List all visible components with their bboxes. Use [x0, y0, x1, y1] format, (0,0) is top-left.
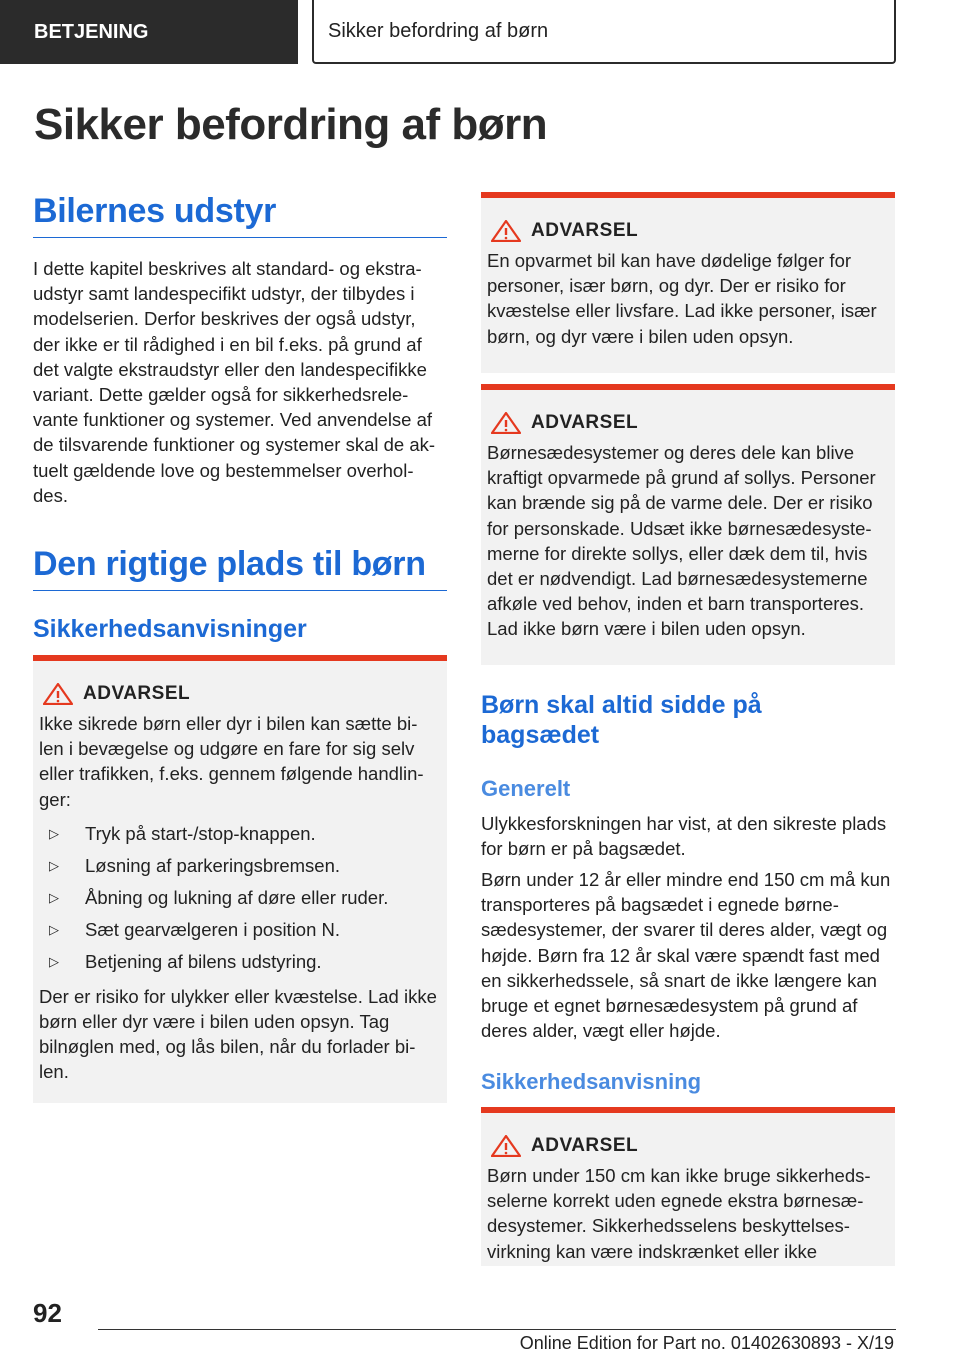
chapter-label: Sikker befordring af børn [328, 20, 549, 42]
triangle-bullet-icon: ▷ [49, 825, 59, 841]
warning-bullet-list [39, 818, 439, 978]
footer-divider [98, 1329, 896, 1330]
warning-box-unsecured [33, 655, 447, 1103]
page-title: Sikker befordring af børn [34, 100, 548, 149]
warning-header [487, 220, 887, 242]
warning-outro: Der er risiko for ulykker eller kvæstelse. Lad ikke børn eller dyr være i bilen uden opsyn. Tag bilnøglen med, og lås bilen, når du forlader bi-len. [39, 985, 437, 1083]
warning-header [39, 683, 439, 705]
warning-box-heated-car [481, 192, 895, 373]
list-item [39, 946, 439, 978]
list-item [39, 850, 439, 882]
list-item [39, 882, 439, 914]
warning-triangle-icon [491, 1135, 521, 1157]
warning-title: ADVARSEL [83, 683, 191, 704]
warning-header [487, 412, 887, 434]
bullet-text: Løsning af parkeringsbremsen. [85, 854, 341, 876]
chapter-tab [312, 0, 896, 64]
warning-title: ADVARSEL [531, 1135, 639, 1156]
heading-right-place: Den rigtige plads til børn [33, 545, 447, 591]
warning-triangle-icon [491, 220, 521, 242]
triangle-bullet-icon: ▷ [49, 857, 59, 873]
warning-box-hot-seat [481, 384, 895, 665]
warning-text: En opvarmet bil kan have dødelige følger for personer, især børn, og dyr. Der er risiko for kvæstelse eller livsfare. Lad ikke personer, især børn, og dyr være i bilen uden opsyn. [487, 250, 877, 347]
heading-back-seat: Børn skal altid sidde på bagsædet [481, 691, 762, 749]
equipment-paragraph: I dette kapitel beskrives alt standard- og ekstra-udstyr samt landespecifikt udstyr, der tilbydes i modelserien. Derfor beskrives der også udstyr, der ikke er til rådighed i en bil f.eks. på grund af det valgte ekstraudstyr eller den landespecifikke variant. Dette gælder også for sikkerhedsrele-vante funktioner og systemer. Ved anvendelse af de tilsvarende funktioner og systemer skal de ak-tuelt gældende love og bestemmelser overhol-des. [33, 258, 436, 506]
edition-text: Online Edition for Part no. 01402630893 - X/19 [519, 1333, 894, 1353]
warning-intro: Ikke sikrede børn eller dyr i bilen kan sætte bi-len i bevægelse og udgøre en fare for sig selv eller trafikken, f.eks. gennem følgende handlin-ger: [39, 713, 424, 810]
warning-triangle-icon [491, 412, 521, 434]
warning-box-under-150cm [481, 1107, 895, 1266]
warning-header [487, 1135, 887, 1157]
warning-title: ADVARSEL [531, 220, 639, 241]
list-item [39, 818, 439, 850]
triangle-bullet-icon: ▷ [49, 953, 59, 969]
heading-safety-instructions: Sikkerhedsanvisninger [33, 615, 307, 643]
heading-safety-instruction: Sikkerhedsanvisning [481, 1069, 702, 1094]
section-label: BETJENING [34, 21, 149, 43]
warning-text: Børnesædesystemer og deres dele kan blive kraftigt opvarmede på grund af sollys. Personer kan brænde sig på de varme dele. Der er risiko for personskade. Udsæt ikke børnesædesyste-merne for direkte sollys, eller dæk dem til, hvis det er nødvendigt. Lad børnesædesystemerne afkøle ved behov, inden et barn transporteres. Lad ikke børn være i bilen uden opsyn. [487, 442, 876, 640]
page-number: 92 [33, 1298, 62, 1328]
general-paragraph-1: Ulykkesforskningen har vist, at den sikreste plads for børn er på bagsædet. [481, 813, 887, 860]
footer-edition [520, 1333, 894, 1354]
general-paragraph-2: Børn under 12 år eller mindre end 150 cm må kun transporteres på bagsædet i egnede børne-sædesystemer, der svarer til deres alder, vægt og højde. Børn fra 12 år skal være spændt fast med en sikkerhedssele, så snart de ikke længere kan bruge et egnet børnesædesystem på grund af deres alder, vægt eller højde. [481, 869, 891, 1042]
triangle-bullet-icon: ▷ [49, 889, 59, 905]
warning-text: Børn under 150 cm kan ikke bruge sikkerheds-selerne korrekt uden egnede ekstra børnesæ-desystemer. Sikkerhedsselens beskyttelses-virkning kan være indskrænket eller ikke [487, 1165, 871, 1262]
heading-general: Generelt [481, 776, 571, 801]
bullet-text: Tryk på start-/stop-knappen. [85, 822, 316, 844]
triangle-bullet-icon: ▷ [49, 921, 59, 937]
section-tab [0, 0, 298, 64]
bullet-text: Betjening af bilens udstyring. [85, 950, 322, 972]
warning-triangle-icon [43, 683, 73, 705]
bullet-text: Åbning og lukning af døre eller ruder. [85, 886, 389, 908]
bullet-text: Sæt gearvælgeren i position N. [85, 918, 341, 940]
list-item [39, 914, 439, 946]
warning-title: ADVARSEL [531, 412, 639, 433]
heading-equipment: Bilernes udstyr [33, 192, 447, 238]
